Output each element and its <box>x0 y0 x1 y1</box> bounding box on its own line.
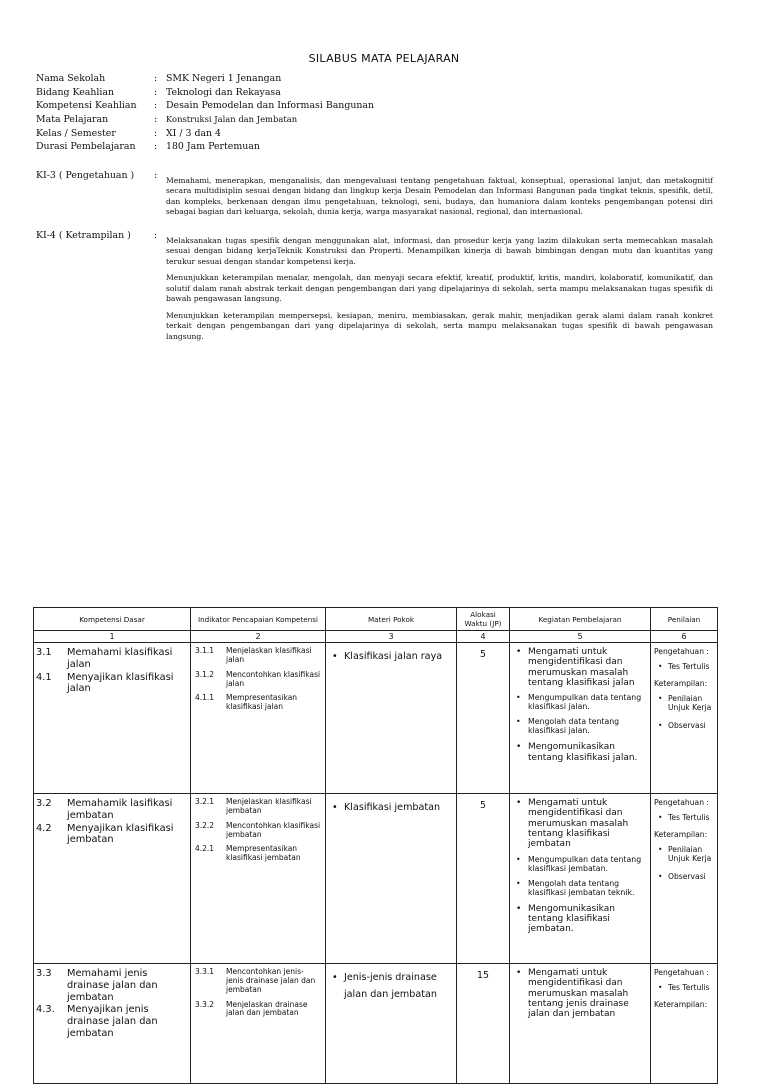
indikator-number: 3.1.2 <box>195 669 215 679</box>
ki4-paragraph-2: Menunjukkan keterampilan menalar, mengolah, dan menyaji secara efektif, kreatif, produktif, kritis, mandiri, kolaboratif, komunikatif, dan solutif dalam ranah abstrak terkait dengan pengembangan dari yang dipelajarinya di sekolah, serta mampu melaksanakan tugas spesifik di bawah pengawasan langsung. <box>166 273 713 304</box>
indikator-cell <box>191 794 326 964</box>
penilaian-text: Penilaian Unjuk Kerja <box>668 845 712 864</box>
ki3-label: KI-3 ( Pengetahuan ) <box>36 170 135 181</box>
header-indikator: Indikator Pencapaian Kompetensi <box>191 608 326 631</box>
column-number: 6 <box>651 631 718 643</box>
bullet: • <box>516 647 522 657</box>
bullet: • <box>516 878 521 888</box>
materi-cell <box>326 794 457 964</box>
penilaian-label: Keterampilan: <box>654 679 708 689</box>
bullet: • <box>516 798 522 808</box>
kegiatan-item <box>516 647 646 688</box>
indikator-text: Mempresentasikan klasifikasi jembatan <box>226 844 301 863</box>
kegiatan-text: Mengamati untuk mengidentifikasi dan merumuskan masalah tentang jenis drainase jalan dan jembatan <box>528 968 629 1020</box>
info-colon: : <box>154 100 158 112</box>
info-row-subject <box>36 113 716 127</box>
column-number: 1 <box>34 631 191 643</box>
info-colon: : <box>154 127 158 139</box>
bullet: • <box>516 854 521 864</box>
kegiatan-text: Mengomunikasikan tentang klasifikasi jalan. <box>528 742 638 763</box>
kd-item <box>36 647 186 671</box>
syllabus-table <box>33 607 718 1084</box>
kd-item <box>36 1004 186 1039</box>
kegiatan-item <box>516 798 646 850</box>
penilaian-item <box>658 845 715 863</box>
bullet: • <box>516 903 522 914</box>
bullet: • <box>658 813 663 823</box>
penilaian-text: Penilaian Unjuk Kerja <box>668 694 712 713</box>
penilaian-text: Observasi <box>668 720 706 730</box>
column-number: 5 <box>510 631 651 643</box>
kegiatan-item <box>516 856 646 874</box>
header-alokasi: Alokasi Waktu (JP) <box>457 608 510 631</box>
materi-text: Klasifikasi jalan raya <box>344 651 443 662</box>
ki4-text <box>166 236 713 348</box>
kd-item <box>36 968 186 1003</box>
bullet: • <box>516 742 522 753</box>
kd-text: Menyajikan klasifikasi jalan <box>67 671 174 695</box>
alokasi-cell: 5 <box>457 794 510 964</box>
materi-text: Jenis-jenis drainase jalan dan jembatan <box>344 972 437 1000</box>
info-value: 180 Jam Pertemuan <box>166 141 260 153</box>
indikator-number: 3.1.1 <box>195 646 215 655</box>
kd-number: 4.1 <box>36 671 52 683</box>
kd-text: Memahami klasifikasi jalan <box>67 647 173 670</box>
indikator-number: 4.1.1 <box>195 693 215 703</box>
header-materi: Materi Pokok <box>326 608 457 631</box>
materi-cell <box>326 643 457 794</box>
indikator-item <box>195 694 321 712</box>
indikator-text: Mencontohkan jenis-jenis drainase jalan dan jembatan <box>226 967 316 994</box>
info-row-field <box>36 86 716 100</box>
kd-number: 3.1 <box>36 647 52 658</box>
penilaian-label: Keterampilan: <box>654 1000 708 1010</box>
kd-text: Menyajikan jenis drainase jalan dan jembatan <box>67 1004 158 1039</box>
kegiatan-item <box>516 718 646 736</box>
header-penilaian: Penilaian <box>651 608 718 631</box>
indikator-number: 3.2.2 <box>195 820 215 830</box>
indikator-item <box>195 968 321 995</box>
kd-text: Menyajikan klasifikasi jembatan <box>67 822 174 846</box>
bullet: • <box>332 651 338 662</box>
indikator-number: 4.2.1 <box>195 844 215 854</box>
kd-text: Memahamik lasifikasi jembatan <box>67 798 173 821</box>
kd-item <box>36 823 186 847</box>
indikator-item <box>195 647 321 665</box>
kegiatan-cell <box>510 794 651 964</box>
bullet: • <box>658 694 663 704</box>
info-colon: : <box>154 86 158 98</box>
indikator-text: Mencontohkan klasifikasi jembatan <box>226 820 321 839</box>
info-row-class <box>36 127 716 141</box>
indikator-item <box>195 671 321 689</box>
penilaian-text: Observasi <box>668 871 706 881</box>
kegiatan-item <box>516 880 646 898</box>
header-kompetensi-dasar: Kompetensi Dasar <box>34 608 191 631</box>
indikator-text: Menjelaskan klasifikasi jalan <box>226 646 312 664</box>
ki4-paragraph-1: Melaksanakan tugas spesifik dengan menggunakan alat, informasi, dan prosedur kerja yang lazim dilakukan serta memecahkan masalah sesuai dengan bidang kerjaTeknik Konstruksi dan Properti. Menampilkan kinerja di bawah bimbingan dengan mutu dan kuantitas yang terukur sesuai dengan standar kompetensi kerja. <box>166 236 713 266</box>
bullet: • <box>332 802 338 813</box>
penilaian-item <box>658 721 715 730</box>
kegiatan-text: Mengamati untuk mengidentifikasi dan merumuskan masalah tentang klasifikasi jembatan <box>528 798 629 850</box>
bullet: • <box>658 871 663 881</box>
column-number: 3 <box>326 631 457 643</box>
penilaian-text: Tes Tertulis <box>668 983 710 993</box>
penilaian-item <box>658 813 715 822</box>
indikator-cell <box>191 643 326 794</box>
kd-cell <box>34 794 191 964</box>
ki3-text <box>166 176 713 224</box>
kegiatan-item <box>516 742 646 763</box>
penilaian-text: Tes Tertulis <box>668 662 710 672</box>
kd-item <box>36 798 186 822</box>
materi-item <box>332 970 452 1004</box>
penilaian-label: Pengetahuan : <box>654 647 709 656</box>
penilaian-label: Keterampilan: <box>654 830 708 840</box>
materi-text: Klasifikasi jembatan <box>344 802 441 813</box>
document-title: SILABUS MATA PELAJARAN <box>308 52 460 65</box>
penilaian-label: Pengetahuan : <box>654 798 709 807</box>
kegiatan-text: Mengumpulkan data tentang klasifikasi jembatan. <box>528 854 642 873</box>
ki4-paragraph-3: Menunjukkan keterampilan mempersepsi, kesiapan, meniru, membiasakan, gerak mahir, menjadikan gerak alami dalam ranah konkret terkait dengan pengembangan dari yang dipelajarinya di sekolah, serta mampu melaksanakan tugas spesifik di bawah pengawasan langsung. <box>166 310 713 341</box>
indikator-item <box>195 822 321 840</box>
indikator-text: Menjelaskan klasifikasi jembatan <box>226 797 312 815</box>
info-label: Bidang Keahlian <box>36 86 115 98</box>
info-colon: : <box>154 73 158 84</box>
indikator-number: 3.2.1 <box>195 797 215 806</box>
column-number: 4 <box>457 631 510 643</box>
kd-item <box>36 672 186 696</box>
kegiatan-item <box>516 904 646 935</box>
penilaian-cell <box>651 794 718 964</box>
indikator-number: 3.3.2 <box>195 999 215 1009</box>
info-label: Durasi Pembelajaran <box>36 141 136 153</box>
kegiatan-item <box>516 968 646 1020</box>
bullet: • <box>658 662 663 672</box>
table-row <box>34 643 718 794</box>
info-row-school <box>36 72 716 86</box>
info-value: XI / 3 dan 4 <box>166 127 222 139</box>
penilaian-item <box>658 983 715 992</box>
bullet: • <box>658 845 663 855</box>
bullet: • <box>332 972 338 983</box>
penilaian-label: Pengetahuan : <box>654 968 709 977</box>
bullet: • <box>658 983 663 993</box>
bullet: • <box>516 717 521 727</box>
kd-text: Memahami jenis drainase jalan dan jembatan <box>67 968 158 1003</box>
materi-item <box>332 800 452 817</box>
info-row-competency <box>36 99 716 113</box>
bullet: • <box>516 693 521 703</box>
info-colon: : <box>154 141 158 153</box>
info-label: Kompetensi Keahlian <box>36 100 137 112</box>
alokasi-cell: 15 <box>457 964 510 1084</box>
kegiatan-text: Mengamati untuk mengidentifikasi dan merumuskan masalah tentang klasifikasi jalan <box>528 647 635 689</box>
indikator-text: Menjelaskan drainase jalan dan jembatan <box>226 999 308 1018</box>
materi-item <box>332 649 452 666</box>
kegiatan-text: Mengolah data tentang klasifikasi jembatan teknik. <box>528 878 635 897</box>
kegiatan-text: Mengolah data tentang klasifikasi jalan. <box>528 717 620 736</box>
bullet: • <box>516 968 522 978</box>
penilaian-item <box>658 872 715 881</box>
bullet: • <box>658 720 663 730</box>
ki3-paragraph: Memahami, menerapkan, menganalisis, dan mengevaluasi tentang pengetahuan faktual, konseptual, operasional lanjut, dan metakognitif secara multidisiplin sesuai dengan bidang dan lingkup kerja Desain Pemodelan dan Informasi Bangunan pada tingkat teknis, spesifik, detil, dan kompleks, berkenaan dengan ilmu pengetahuan, teknologi, seni, budaya, dan humaniora dalam konteks pengembangan potensi diri sebagai bagian dari keluarga, sekolah, dunia kerja, warga masyarakat nasional, regional, dan internasional. <box>166 176 713 217</box>
ki4-label: KI-4 ( Ketrampilan ) <box>36 230 131 241</box>
ki3-colon: : <box>154 170 158 181</box>
identity-block <box>36 72 716 154</box>
kd-number: 4.2 <box>36 822 52 834</box>
info-colon: : <box>154 113 158 125</box>
kd-number: 3.2 <box>36 798 52 809</box>
kd-number: 3.3 <box>36 968 52 979</box>
info-label: Kelas / Semester <box>36 127 116 139</box>
alokasi-cell: 5 <box>457 643 510 794</box>
indikator-text: Mencontohkan klasifikasi jalan <box>226 669 321 688</box>
penilaian-item <box>658 662 715 671</box>
kegiatan-text: Mengomunikasikan tentang klasifikasi jembatan. <box>528 903 615 935</box>
kegiatan-cell <box>510 643 651 794</box>
table-header-row <box>34 608 718 631</box>
indikator-text: Mempresentasikan klasifikasi jalan <box>226 693 298 712</box>
info-value: Konstruksi Jalan dan Jembatan <box>166 113 298 124</box>
header-kegiatan: Kegiatan Pembelajaran <box>510 608 651 631</box>
table-row <box>34 794 718 964</box>
info-label: Nama Sekolah <box>36 73 106 84</box>
indikator-item <box>195 798 321 816</box>
indikator-item <box>195 1001 321 1019</box>
kd-number: 4.3. <box>36 1004 55 1016</box>
info-value: Teknologi dan Rekayasa <box>166 86 281 98</box>
kegiatan-text: Mengumpulkan data tentang klasifikasi jalan. <box>528 693 642 712</box>
info-value: SMK Negeri 1 Jenangan <box>166 73 282 84</box>
info-label: Mata Pelajaran <box>36 113 109 125</box>
ki4-colon: : <box>154 230 158 241</box>
column-number: 2 <box>191 631 326 643</box>
kegiatan-item <box>516 694 646 712</box>
info-value: Desain Pemodelan dan Informasi Bangunan <box>166 100 375 112</box>
indikator-number: 3.3.1 <box>195 967 215 976</box>
info-row-duration <box>36 140 716 154</box>
table-number-row <box>34 631 718 643</box>
penilaian-text: Tes Tertulis <box>668 813 710 823</box>
kd-cell <box>34 643 191 794</box>
indikator-item <box>195 845 321 863</box>
penilaian-item <box>658 694 715 712</box>
penilaian-cell <box>651 643 718 794</box>
